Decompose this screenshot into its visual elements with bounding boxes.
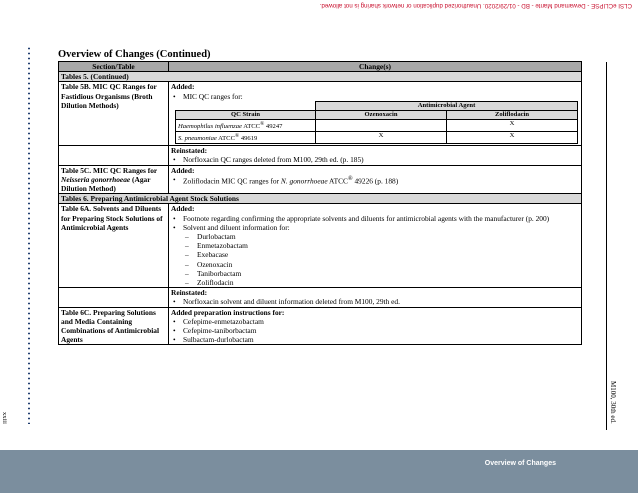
added-label: Added: xyxy=(171,204,195,214)
section-row-tables6: Tables 6. Preparing Antimicrobial Agent Stock Solutions xyxy=(59,194,582,204)
list-item: • MIC QC ranges for: xyxy=(183,92,579,101)
qc-col-zoliflodacin: Zoliflodacin xyxy=(447,110,578,119)
reinstated-label: Reinstated: xyxy=(171,146,208,156)
side-document-code: M100, 30th ed. xyxy=(609,381,617,424)
table-row xyxy=(59,165,582,194)
row-label-5c: Table 5C. MIC QC Ranges for Neisseria gonorrhoeae (Agar Dilution Method) xyxy=(59,165,169,194)
header-section: Section/Table xyxy=(59,62,169,72)
table-row xyxy=(59,288,582,307)
header-change: Change(s) xyxy=(169,62,582,72)
agent-item: – Zoliflodacin xyxy=(197,278,579,287)
added-label: Added: xyxy=(171,82,195,92)
list-item: • Solvent and diluent information for: xyxy=(183,223,579,232)
table-row xyxy=(59,204,582,288)
row-label-6a: Table 6A. Solvents and Diluents for Preparing Stock Solutions of Antimicrobial Agents xyxy=(59,204,169,288)
footer-title: Overview of Changes xyxy=(484,460,556,467)
row-change-6c xyxy=(169,307,582,345)
qc-strain-header: QC Strain xyxy=(176,110,316,119)
row-change-5b xyxy=(169,82,582,146)
added-label: Added preparation instructions for: xyxy=(171,307,285,317)
row-label-5b: Table 5B. MIC QC Ranges for Fastidious Organisms (Broth Dilution Methods) xyxy=(59,82,169,146)
agent-item: – Durlobactam xyxy=(197,232,579,241)
qc-col-ozenoxacin: Ozenoxacin xyxy=(316,110,447,119)
footer-bar xyxy=(0,450,638,493)
list-item: • Sulbactam-durlobactam xyxy=(183,335,579,344)
qc-group-header: Antimicrobial Agent xyxy=(316,101,578,110)
list-item: • Norfloxacin QC ranges deleted from M100, 29th ed. (p. 185) xyxy=(183,155,579,164)
reinstated-label: Reinstated: xyxy=(171,288,208,298)
table-row xyxy=(59,82,582,146)
agent-item: – Enmetazobactam xyxy=(197,241,579,250)
page-title: Overview of Changes (Continued) xyxy=(58,49,211,60)
table-row xyxy=(59,307,582,345)
row-change-5c xyxy=(169,165,582,194)
list-item: • Footnote regarding confirming the appropriate solvents and diluents for antimicrobial agents with the manufacturer (p. 200) xyxy=(183,214,579,223)
row-label-6c: Table 6C. Preparing Solutions and Media Containing Combinations of Antimicrobial Agents xyxy=(59,307,169,345)
side-rule xyxy=(606,62,607,430)
row-change-6a-reinstated xyxy=(169,288,582,307)
list-item: • Zoliflodacin MIC QC ranges for N. gonorrhoeae ATCC® 49226 (p. 188) xyxy=(183,175,579,186)
row-change-6a xyxy=(169,204,582,288)
table-row xyxy=(59,146,582,165)
qc-range-table xyxy=(175,101,578,144)
list-item: • Norfloxacin solvent and diluent information deleted from M100, 29th ed. xyxy=(183,297,579,306)
watermark-banner: CLSI eCLIPSE - Dewamand Mante - BD - 01/29/2020. Unauthorized duplication or network sharing is not allowed. xyxy=(319,2,632,9)
list-item: • Cefepime-taniborbactam xyxy=(183,326,579,335)
qc-row: Haemophilus influenzae ATCC® 49247 X xyxy=(176,119,578,131)
qc-row: S. pneumoniae ATCC® 49619 X X xyxy=(176,132,578,144)
changes-table xyxy=(58,61,582,345)
agent-item: – Taniborbactam xyxy=(197,269,579,278)
section-row-tables5: Tables 5. (Continued) xyxy=(59,72,582,82)
agent-item: – Exebacase xyxy=(197,250,579,259)
dotted-margin-line xyxy=(28,46,30,424)
table-header-row xyxy=(59,62,582,72)
added-label: Added: xyxy=(171,165,195,175)
page-number: xxiii xyxy=(1,412,8,424)
agent-item: – Ozenoxacin xyxy=(197,260,579,269)
list-item: • Cefepime-enmetazobactam xyxy=(183,317,579,326)
page-content xyxy=(58,49,581,345)
row-change-5b-reinstated xyxy=(169,146,582,165)
